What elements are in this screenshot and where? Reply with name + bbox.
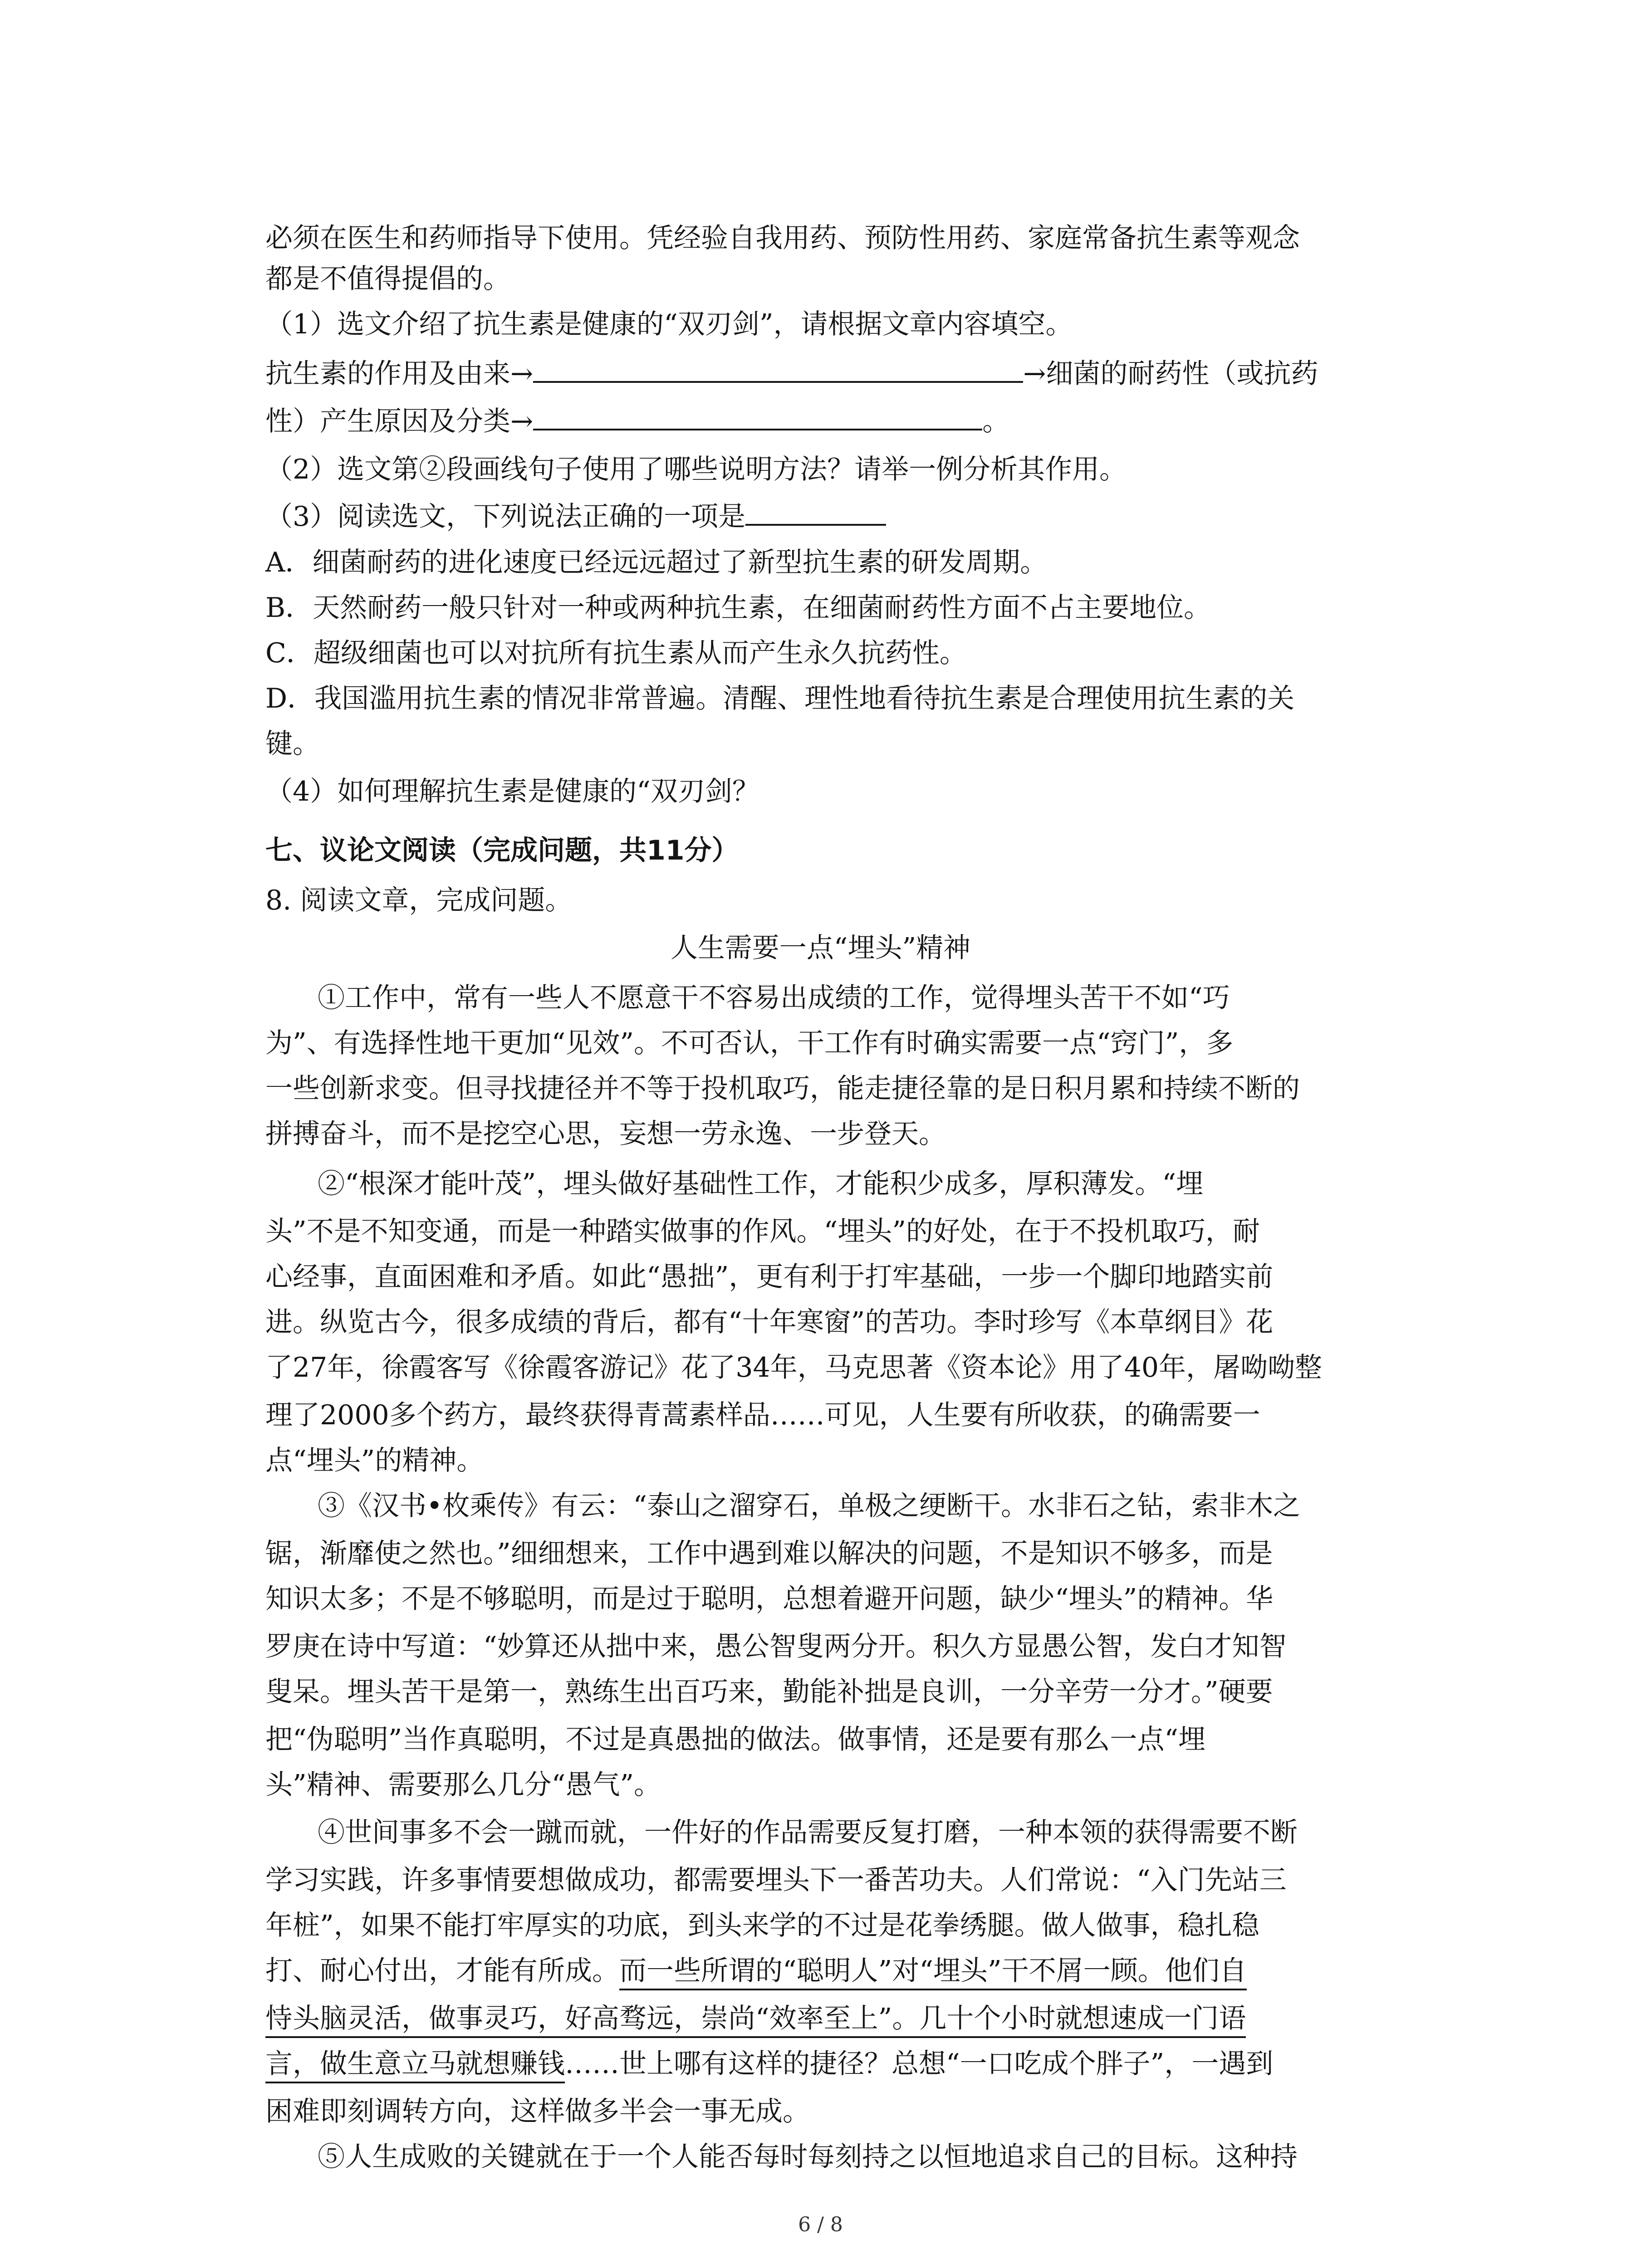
answer-blank-a[interactable] — [533, 354, 1023, 383]
paragraph-line: 点“埋头”的精神。 — [265, 1445, 484, 1476]
text-line: 都是不值得提倡的。 — [265, 263, 510, 295]
paragraph-line — [265, 2046, 1273, 2082]
fill-b-suffix: 。 — [982, 406, 1010, 437]
paragraph-line: 学习实践，许多事情要想做成功，都需要埋头下一番苦功夫。人们常说：“入门先站三 — [265, 1864, 1287, 1896]
underlined-sentence: 言，做生意立马就想赚钱 — [265, 2048, 565, 2083]
paragraph-line: 了27年，徐霞客写《徐霞客游记》花了34年，马克思著《资本论》用了40年，屠呦呦整 — [265, 1352, 1323, 1383]
question-8: 8. 阅读文章，完成问题。 — [265, 885, 573, 916]
underlined-sentence: 而一些所谓的“聪明人”对“埋头”干不屑一顾。他们自 — [619, 1955, 1247, 1990]
paragraph-line: 理了2000多个药方，最终获得青蒿素样品……可见，人生要有所收获，的确需要一 — [265, 1399, 1260, 1431]
question-1: （1）选文介绍了抗生素是健康的“双刃剑”，请根据文章内容填空。 — [265, 308, 1073, 340]
paragraph-line: ②“根深才能叶茂”，埋头做好基础性工作，才能积少成多，厚积薄发。“埋 — [318, 1168, 1204, 1200]
question-2: （2）选文第②段画线句子使用了哪些说明方法？请举一例分析其作用。 — [265, 454, 1127, 485]
plain-text: 打、耐心付出，才能有所成。 — [265, 1955, 619, 1987]
paragraph-line: 锯，渐靡使之然也。”细细想来，工作中遇到难以解决的问题，不是知识不够多，而是 — [265, 1538, 1273, 1569]
paragraph-line: ①工作中，常有一些人不愿意干不容易出成绩的工作，觉得埋头苦干不如“巧 — [318, 982, 1230, 1014]
option-b: B．天然耐药一般只针对一种或两种抗生素，在细菌耐药性方面不占主要地位。 — [265, 592, 1211, 624]
underlined-sentence: 恃头脑灵活，做事灵巧，好高骛远，崇尚“效率至上”。几十个小时就想速成一门语 — [265, 2003, 1246, 2038]
paragraph-line: 心经事，直面困难和矛盾。如此“愚拙”，更有利于打牢基础，一步一个脚印地踏实前 — [265, 1261, 1274, 1293]
paragraph-line: 知识太多；不是不够聪明，而是过于聪明，总想着避开问题，缺少“埋头”的精神。华 — [265, 1583, 1274, 1615]
paragraph-line — [265, 1953, 1247, 1989]
paragraph-line: 进。纵览古今，很多成绩的背后，都有“十年寒窗”的苦功。李时珍写《本草纲目》花 — [265, 1306, 1274, 1338]
paragraph-line: 把“伪聪明”当作真聪明，不过是真愚拙的做法。做事情，还是要有那么一点“埋 — [265, 1724, 1206, 1755]
page-number: 6 / 8 — [798, 2213, 843, 2236]
option-d: D．我国滥用抗生素的情况非常普遍。清醒、理性地看待抗生素是合理使用抗生素的关 — [265, 683, 1295, 714]
paragraph-line: 年桩”，如果不能打牢厚实的功底，到头来学的不过是花拳绣腿。做人做事，稳扎稳 — [265, 1910, 1259, 1941]
paragraph-line: ④世间事多不会一蹴而就，一件好的作品需要反复打磨，一种本领的获得需要不断 — [318, 1817, 1298, 1848]
answer-blank-b[interactable] — [533, 401, 982, 430]
paragraph-line: ⑤人生成败的关键就在于一个人能否每时每刻持之以恒地追求自己的目标。这种持 — [318, 2141, 1298, 2173]
question-3 — [265, 497, 886, 535]
paragraph-line: 困难即刻调转方向，这样做多半会一事无成。 — [265, 2096, 810, 2127]
option-d-cont: 键。 — [265, 728, 320, 760]
fill-b-prefix: 性）产生原因及分类→ — [265, 406, 534, 437]
answer-blank-q3[interactable] — [745, 497, 886, 526]
paragraph-line — [265, 2000, 1246, 2037]
paragraph-line: 罗庚在诗中写道：“妙算还从拙中来，愚公智叟两分开。积久方显愚公智，发白才知智 — [265, 1631, 1287, 1662]
option-c: C．超级细菌也可以对抗所有抗生素从而产生永久抗药性。 — [265, 637, 967, 669]
plain-text: ……世上哪有这样的捷径？总想“一口吃成个胖子”，一遇到 — [565, 2048, 1274, 2080]
question-3-text: （3）阅读选文，下列说法正确的一项是 — [265, 501, 746, 533]
paragraph-line: 叟呆。埋头苦干是第一，熟练生出百巧来，勤能补拙是良训，一分辛劳一分才。”硬要 — [265, 1676, 1273, 1708]
fill-line-b — [265, 401, 1009, 440]
paragraph-line: 头”不是不知变通，而是一种踏实做事的作风。“埋头”的好处，在于不投机取巧，耐 — [265, 1216, 1260, 1247]
paragraph-line: 一些创新求变。但寻找捷径并不等于投机取巧，能走捷径靠的是日积月累和持续不断的 — [265, 1073, 1300, 1105]
article-title: 人生需要一点“埋头”精神 — [670, 932, 971, 964]
section-heading: 七、议论文阅读（完成问题，共11分） — [265, 835, 739, 866]
option-a: A．细菌耐药的进化速度已经远远超过了新型抗生素的研发周期。 — [265, 547, 1048, 578]
fill-a-suffix: →细菌的耐药性（或抗药 — [1023, 358, 1318, 390]
fill-line-a — [265, 354, 1318, 392]
paragraph-line: ③《汉书•枚乘传》有云：“泰山之溜穿石，单极之绠断干。水非石之钻，索非木之 — [318, 1490, 1301, 1522]
question-4: （4）如何理解抗生素是健康的“双刃剑？ — [265, 776, 759, 807]
paragraph-line: 拼搏奋斗，而不是挖空心思，妄想一劳永逸、一步登天。 — [265, 1118, 946, 1150]
paragraph-line: 头”精神、需要那么几分“愚气”。 — [265, 1769, 661, 1801]
paragraph-line: 为”、有选择性地干更加“见效”。不可否认，干工作有时确实需要一点“窍门”，多 — [265, 1027, 1234, 1059]
fill-a-prefix: 抗生素的作用及由来→ — [265, 358, 534, 390]
text-line: 必须在医生和药师指导下使用。凭经验自我用药、预防性用药、家庭常备抗生素等观念 — [265, 222, 1300, 254]
